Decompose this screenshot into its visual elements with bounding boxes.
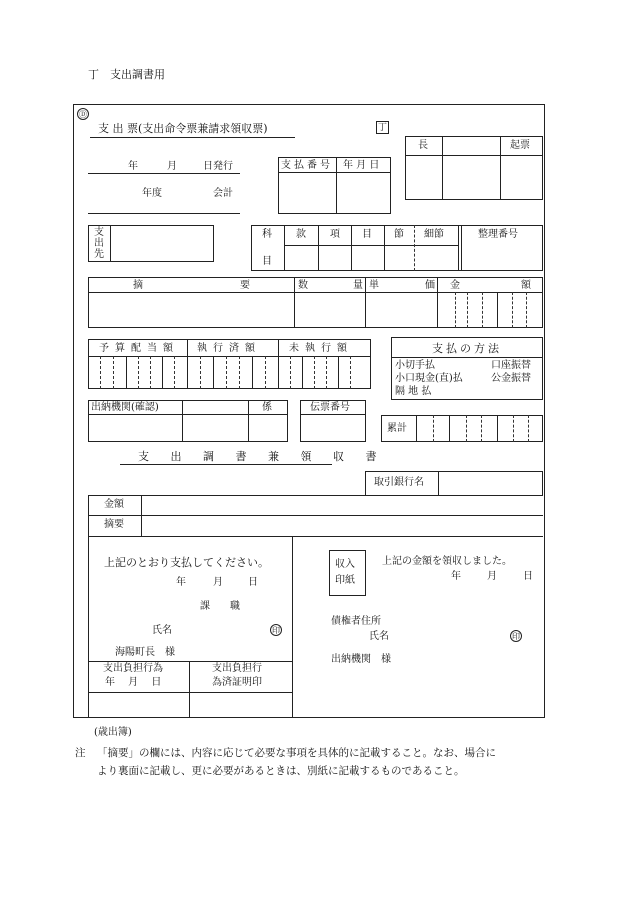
line-suuryou-2: 量 [353,280,363,291]
method-remote: 隔 地 払 [395,386,432,397]
payment-method-line [391,357,543,358]
cumulative-dash-5 [528,415,529,442]
line-kingaku-2: 額 [521,280,531,291]
budget-dash-11 [314,356,315,389]
register-label: (歳出簿) [94,727,132,738]
received-day: 日 [523,571,533,582]
request-day: 日 [248,577,258,588]
line-tanka: 単 [369,280,379,291]
amount-dash-3 [482,292,483,328]
account-kan: 款 [296,229,306,240]
budget-sub-4 [252,356,253,389]
line-items-col-3 [437,277,438,328]
approval-col-1 [442,136,443,200]
budget-executed: 執行済額 [197,343,261,354]
approval-col-2 [500,136,501,200]
budget-dash-7 [226,356,227,389]
section-title: 課 職 [200,601,240,612]
account-seiri: 整理番号 [478,229,518,240]
receipt-title-underline [120,464,332,465]
summary-label: 摘要 [104,519,124,530]
amount-dash-4 [512,292,513,328]
budget-dash-5 [174,356,175,389]
line-suuryou: 数 [298,280,308,291]
cumulative-label: 累計 [387,423,407,434]
account-col-dash [414,225,415,271]
lower-left-border [88,495,89,718]
budget-header-line [88,356,371,357]
amount-bottom-line [88,515,543,516]
act-date-fields: 年 月 日 [105,677,162,688]
amount-label-col [141,495,142,536]
requester-name-label: 氏名 [152,625,172,636]
ding-box: 丁 [377,123,387,133]
account-moku2: 目 [362,229,372,240]
pay-number-label: 支払番号 [281,160,333,171]
cert-label-1: 支出負担行 [212,663,262,674]
line-items-col-2 [365,277,366,328]
account-moku: 目 [262,256,272,267]
line-items-table [88,277,543,328]
received-year: 年 [451,571,461,582]
form-title: 支 出 票(支出命令票兼請求領収票) [98,122,268,135]
budget-sub-1 [126,356,127,389]
fiscal-account: 会計 [213,188,233,199]
account-col-3 [351,225,352,271]
budget-sub-6 [338,356,339,389]
line-tekiyou: 摘 [133,280,143,291]
creditor-name-label: 氏名 [369,631,389,642]
budget-col-2 [278,339,279,389]
voucher-number-line [300,414,366,415]
amount-col-1 [497,292,498,328]
account-col-4 [384,225,385,271]
issue-year: 年 [128,161,138,172]
budget-dash-2 [113,356,114,389]
bank-col [438,471,439,496]
fiscal-year: 年度 [142,188,162,199]
treasury-confirm-line [88,414,288,415]
payee-box [88,225,214,262]
account-setsu: 節 [394,229,404,240]
received-text: 上記の金額を領収しました。 [382,556,512,567]
budget-allocated: 予算配当額 [99,343,179,354]
line-tanka-2: 価 [425,280,435,291]
method-transfer: 口座振替 [491,360,531,371]
revenue-stamp-label-1: 収入 [335,559,355,570]
cumulative-col-1 [416,415,417,442]
act-bottom-line [88,692,292,693]
account-col-2 [318,225,319,271]
page-heading: 丁 支出調書用 [88,68,165,81]
payment-method-title: 支払の方法 [432,342,502,355]
account-col-6 [461,225,462,271]
issue-underline [88,173,240,174]
treasury-addressee: 出納機関 様 [331,654,391,665]
revenue-stamp-box [329,550,366,596]
approval-row-line [405,155,543,156]
method-check: 小切手払 [395,360,435,371]
budget-dash-8 [239,356,240,389]
line-items-header-line [88,292,543,293]
title-underline [90,137,295,138]
pay-number-row-line [278,172,391,173]
cumulative-col-2 [449,415,450,442]
budget-unexecuted: 未執行額 [289,343,353,354]
cumulative-dash-2 [466,415,467,442]
pay-number-date: 年 月 日 [343,160,380,171]
account-ka: 科 [262,229,272,240]
creditor-address-label: 債権者住所 [331,616,381,627]
amount-dash-2 [467,292,468,328]
act-date-label: 支出負担行為 [103,663,163,674]
receipt-title: 支 出 調 書 兼 領 収 書 [138,450,386,463]
budget-sub-5 [302,356,303,389]
issue-month: 月 [167,161,177,172]
approval-start: 起票 [510,140,530,151]
budget-sub-2 [162,356,163,389]
account-saisetsu: 細節 [424,229,444,240]
budget-col-1 [187,339,188,389]
treasury-col-2 [248,400,249,442]
method-petty-cash: 小口現金(直)払 [395,373,463,384]
treasury-kakari: 係 [262,402,272,413]
mayor-label: 海陽町長 様 [115,647,175,658]
request-year: 年 [176,577,186,588]
received-month: 月 [487,571,497,582]
cumulative-dash-4 [513,415,514,442]
fiscal-underline [88,213,240,214]
lower-split [292,536,293,718]
budget-dash-9 [265,356,266,389]
treasury-col-1 [182,400,183,442]
cumulative-dash-3 [481,415,482,442]
cumulative-col-3 [497,415,498,442]
account-col-5 [458,225,459,271]
act-col [189,661,190,718]
approval-head: 長 [418,140,428,151]
line-kingaku: 金 [450,280,460,291]
amount-top-line [88,495,543,496]
note-line-1: 「摘要」の欄には、内容に応じて必要な事項を具体的に記載すること。なお、場合に [97,747,496,759]
issue-day: 日発行 [203,161,233,172]
account-col-1 [284,225,285,271]
budget-dash-3 [138,356,139,389]
method-public-transfer: 公金振替 [491,373,531,384]
budget-dash-13 [350,356,351,389]
amount-dash-5 [526,292,527,328]
line-tekiyou-2: 要 [240,280,250,291]
account-kou: 項 [330,229,340,240]
account-row-line [284,245,458,246]
pay-request-text: 上記のとおり支払してください。 [104,556,269,569]
payee-label: 支出先 [94,227,104,260]
creditor-seal-mark: 印 [512,632,520,641]
payee-col [110,225,111,262]
amount-dash-1 [455,292,456,328]
note-mark: 注 [75,747,86,759]
amount-label: 金額 [104,499,124,510]
budget-dash-6 [200,356,201,389]
note-line-2: より裏面に記載し、更に必要があるときは、別紙に記載するものであること。 [97,765,465,777]
summary-bottom-line [88,536,543,537]
bank-label: 取引銀行名 [374,477,424,488]
cumulative-dash-1 [433,415,434,442]
budget-dash-10 [290,356,291,389]
treasury-confirm-label: 出納機関(確認) [91,402,159,413]
budget-dash-1 [100,356,101,389]
d-mark: Ⓓ [79,110,87,119]
act-top-line [88,661,292,662]
request-month: 月 [213,577,223,588]
voucher-number-label: 伝票番号 [310,402,350,413]
budget-dash-12 [326,356,327,389]
pay-number-col [336,157,337,214]
line-items-col-1 [294,277,295,328]
seal-mark: 印 [272,626,280,635]
revenue-stamp-label-2: 印紙 [335,575,355,586]
budget-dash-4 [150,356,151,389]
budget-sub-3 [213,356,214,389]
cert-label-2: 為済証明印 [212,677,262,688]
